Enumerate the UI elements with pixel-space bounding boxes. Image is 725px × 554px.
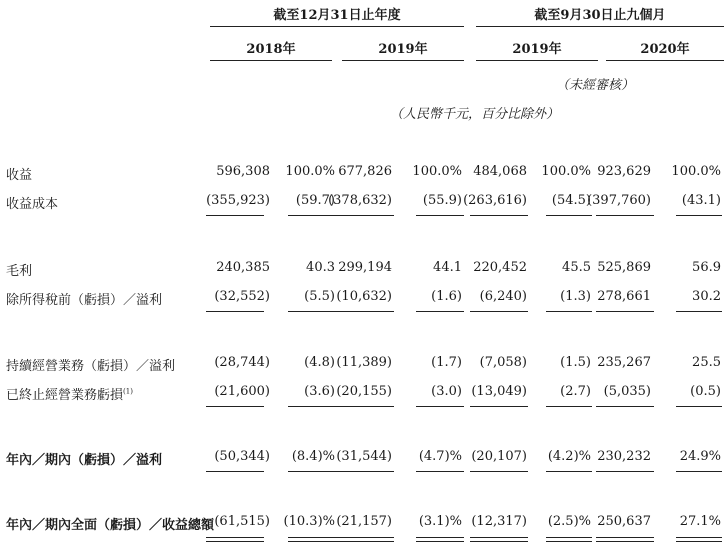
cell: (5.5) (304, 289, 335, 304)
subtotal-rule (596, 471, 654, 472)
year-rule-2019-b (476, 60, 598, 61)
cell: 299,194 (338, 260, 392, 275)
subtotal-rule (470, 311, 528, 312)
year-rule-2020 (606, 60, 724, 61)
cell: 100.0% (541, 164, 591, 179)
cell: (54.5) (551, 193, 591, 208)
subtotal-rule (206, 471, 264, 472)
cell: 596,308 (216, 164, 270, 179)
subtotal-rule (676, 471, 722, 472)
cell: (3.0) (431, 384, 462, 399)
cell: (1.6) (431, 289, 462, 304)
subtotal-rule (676, 406, 722, 407)
subtotal-rule (288, 311, 336, 312)
cell: 25.5 (692, 355, 721, 370)
cell: (378,632) (328, 193, 392, 208)
cell: (11,389) (336, 355, 392, 370)
cell: (1.7) (431, 355, 462, 370)
cell: 220,452 (473, 260, 527, 275)
subtotal-rule (546, 471, 592, 472)
unit-note: （人民幣千元，百分比除外） (390, 107, 560, 122)
header-group2-rule (476, 26, 724, 27)
header-group-year-ended: 截至12月31日止年度 (273, 8, 401, 23)
subtotal-rule (288, 406, 336, 407)
cell: (3.1)% (418, 514, 462, 529)
cell: 100.0% (285, 164, 335, 179)
row-label-continuing-operations: 持續經營業務（虧損）／溢利 (6, 359, 176, 374)
subtotal-rule (206, 215, 264, 216)
cell: 484,068 (473, 164, 527, 179)
cell: (13,049) (471, 384, 527, 399)
cell: (1.5) (560, 355, 591, 370)
cell: 240,385 (216, 260, 270, 275)
cell: (1.3) (560, 289, 591, 304)
subtotal-rule (470, 215, 528, 216)
row-label-total-comprehensive: 年內／期內全面（虧損）／收益總額 (6, 518, 215, 533)
total-double-rule (206, 537, 264, 542)
subtotal-rule (336, 406, 394, 407)
cell: 40.3 (306, 260, 335, 275)
subtotal-rule (336, 311, 394, 312)
row-label-text: 已終止經營業務虧損 (6, 388, 124, 403)
row-label-profit-for-period: 年內／期內（虧損）／溢利 (6, 453, 163, 468)
cell: 230,232 (597, 449, 651, 464)
subtotal-rule (336, 471, 394, 472)
subtotal-rule (546, 311, 592, 312)
row-label-discontinued-operations (6, 384, 133, 403)
subtotal-rule (206, 311, 264, 312)
cell: (7,058) (479, 355, 527, 370)
year-header-2018: 2018年 (246, 42, 296, 57)
total-double-rule (288, 537, 336, 542)
cell: 45.5 (562, 260, 591, 275)
footnote-marker: (1) (123, 387, 133, 396)
cell: (21,600) (214, 384, 270, 399)
unaudited-note: （未經審核） (556, 78, 635, 93)
subtotal-rule (416, 311, 464, 312)
subtotal-rule (416, 471, 464, 472)
row-label-cost-of-revenue: 收益成本 (6, 197, 59, 212)
cell: (6,240) (479, 289, 527, 304)
cell: (43.1) (681, 193, 721, 208)
subtotal-rule (546, 215, 592, 216)
year-header-2020: 2020年 (640, 42, 690, 57)
cell: (61,515) (214, 514, 270, 529)
subtotal-rule (416, 215, 464, 216)
cell: (5,035) (603, 384, 651, 399)
cell: (32,552) (214, 289, 270, 304)
total-double-rule (470, 537, 528, 542)
subtotal-rule (206, 406, 264, 407)
cell: 27.1% (679, 514, 721, 529)
row-label-profit-before-tax: 除所得稅前（虧損）／溢利 (6, 293, 163, 308)
cell: (20,155) (336, 384, 392, 399)
cell: 923,629 (597, 164, 651, 179)
subtotal-rule (596, 406, 654, 407)
total-double-rule (676, 537, 722, 542)
cell: (10,632) (336, 289, 392, 304)
subtotal-rule (676, 215, 722, 216)
year-rule-2019-a (342, 60, 464, 61)
cell: 235,267 (597, 355, 651, 370)
year-header-2019-a: 2019年 (378, 42, 428, 57)
cell: (397,760) (587, 193, 651, 208)
cell: (263,616) (463, 193, 527, 208)
cell: (12,317) (471, 514, 527, 529)
cell: 30.2 (692, 289, 721, 304)
cell: (4.2)% (547, 449, 591, 464)
subtotal-rule (470, 406, 528, 407)
cell: 250,637 (597, 514, 651, 529)
cell: (8.4)% (291, 449, 335, 464)
cell: (20,107) (471, 449, 527, 464)
total-double-rule (336, 537, 394, 542)
cell: (10.3)% (283, 514, 335, 529)
row-label-revenue: 收益 (6, 168, 33, 183)
cell: (2.5)% (547, 514, 591, 529)
cell: 100.0% (671, 164, 721, 179)
cell: 677,826 (338, 164, 392, 179)
year-header-2019-b: 2019年 (512, 42, 562, 57)
subtotal-rule (470, 471, 528, 472)
total-double-rule (546, 537, 592, 542)
cell: 278,661 (597, 289, 651, 304)
cell: (355,923) (206, 193, 270, 208)
cell: 44.1 (433, 260, 462, 275)
subtotal-rule (336, 215, 394, 216)
subtotal-rule (416, 406, 464, 407)
cell: 24.9% (679, 449, 721, 464)
subtotal-rule (596, 311, 654, 312)
header-group-nine-months: 截至9月30日止九個月 (534, 8, 666, 23)
cell: (55.9) (422, 193, 462, 208)
cell: (28,744) (214, 355, 270, 370)
cell: (31,544) (336, 449, 392, 464)
subtotal-rule (546, 406, 592, 407)
cell: (4.7)% (418, 449, 462, 464)
total-double-rule (596, 537, 654, 542)
cell: (3.6) (304, 384, 335, 399)
cell: (50,344) (214, 449, 270, 464)
subtotal-rule (596, 215, 654, 216)
subtotal-rule (288, 215, 336, 216)
cell: 56.9 (692, 260, 721, 275)
cell: (59.7) (295, 193, 335, 208)
cell: (4.8) (304, 355, 335, 370)
header-group1-rule (210, 26, 464, 27)
total-double-rule (416, 537, 464, 542)
subtotal-rule (676, 311, 722, 312)
year-rule-2018 (210, 60, 332, 61)
cell: (2.7) (560, 384, 591, 399)
row-label-gross-profit: 毛利 (6, 264, 33, 279)
subtotal-rule (288, 471, 336, 472)
cell: 100.0% (412, 164, 462, 179)
cell: (21,157) (336, 514, 392, 529)
cell: (0.5) (690, 384, 721, 399)
cell: 525,869 (597, 260, 651, 275)
